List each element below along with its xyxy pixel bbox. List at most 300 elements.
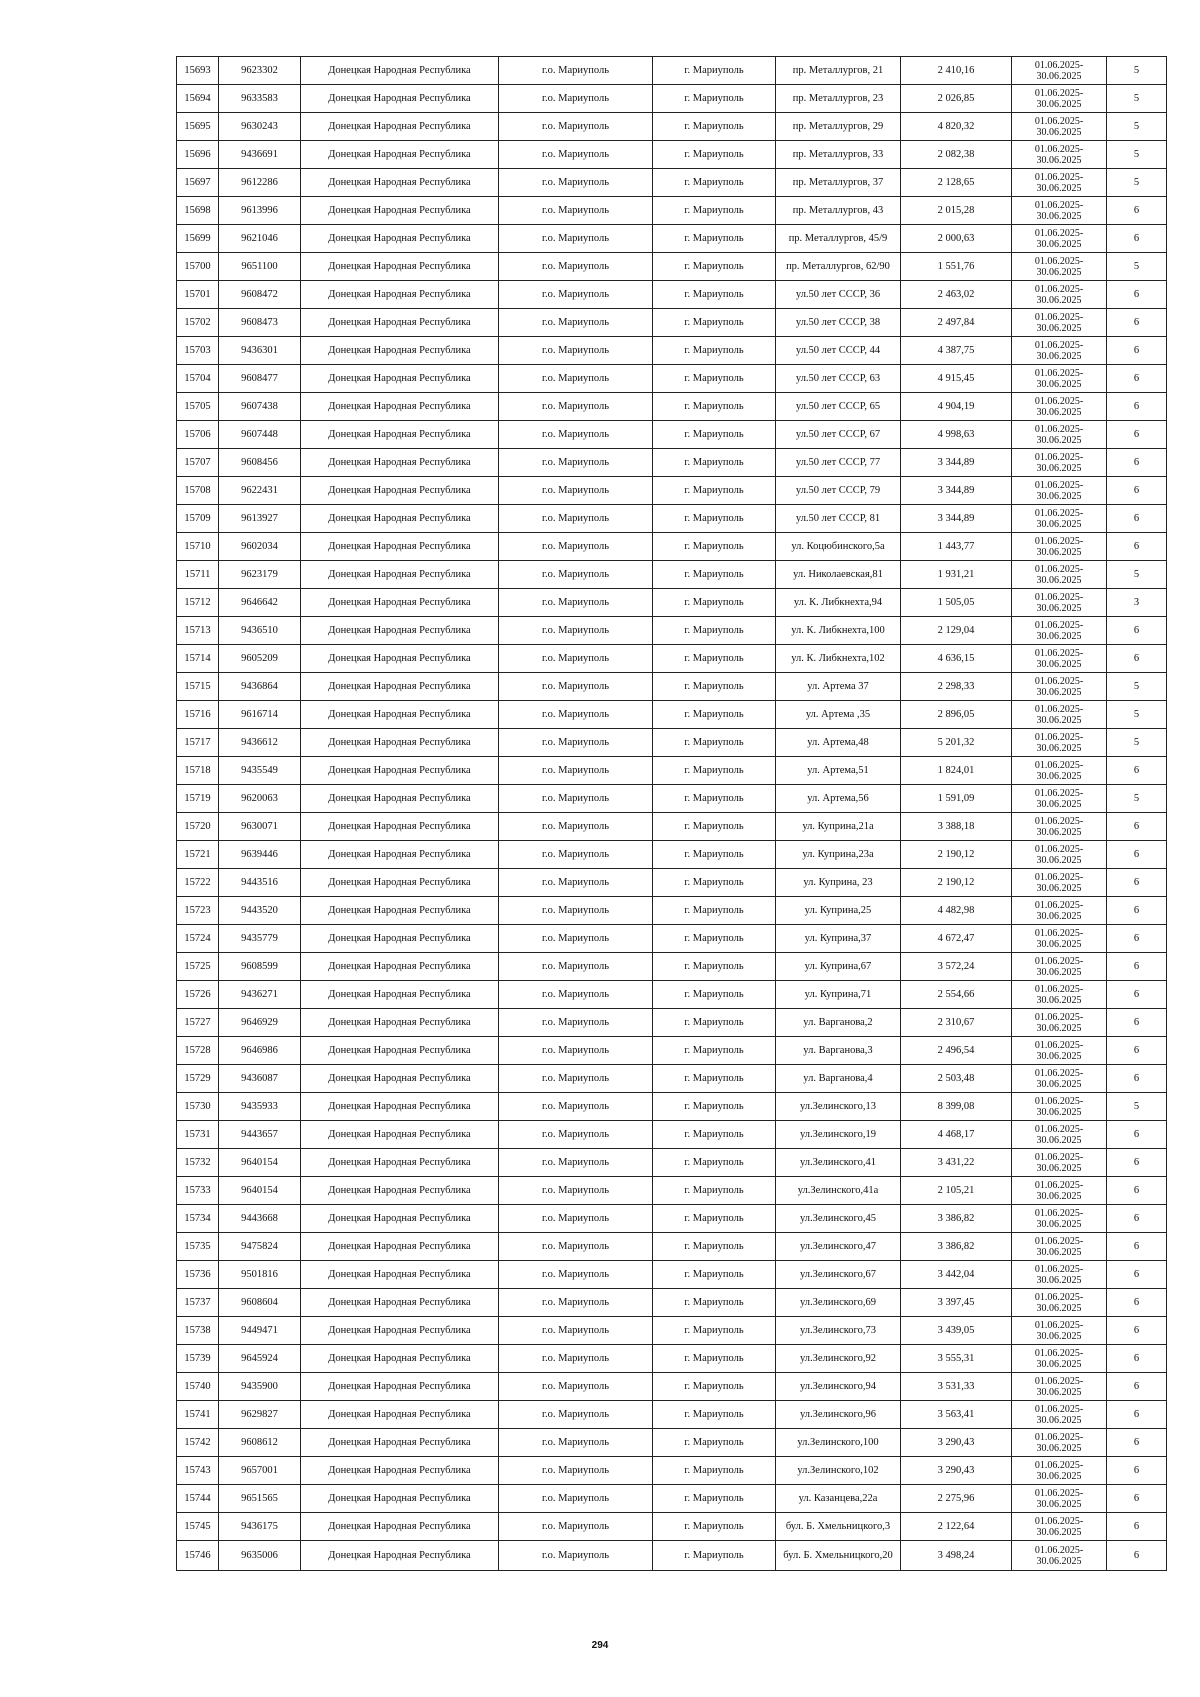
city-cell: г. Мариуполь — [653, 1149, 776, 1177]
region-cell: Донецкая Народная Республика — [301, 841, 499, 869]
area-cell: 1 443,77 — [901, 533, 1012, 561]
address-cell: ул.50 лет СССР, 77 — [776, 449, 901, 477]
period-cell: 01.06.2025-30.06.2025 — [1012, 309, 1107, 337]
address-cell: ул. К. Либкнехта,94 — [776, 589, 901, 617]
region-cell: Донецкая Народная Республика — [301, 1429, 499, 1457]
city-cell: г. Мариуполь — [653, 701, 776, 729]
value-cell: 5 — [1107, 1093, 1167, 1121]
value-cell: 5 — [1107, 785, 1167, 813]
address-cell: ул.50 лет СССР, 36 — [776, 281, 901, 309]
value-cell: 5 — [1107, 57, 1167, 85]
row-number-cell: 15723 — [177, 897, 219, 925]
address-cell: пр. Металлургов, 29 — [776, 113, 901, 141]
value-cell: 5 — [1107, 729, 1167, 757]
area-cell: 3 498,24 — [901, 1541, 1012, 1571]
district-cell: г.о. Мариуполь — [499, 897, 653, 925]
city-cell: г. Мариуполь — [653, 1345, 776, 1373]
value-cell: 6 — [1107, 1233, 1167, 1261]
city-cell: г. Мариуполь — [653, 925, 776, 953]
period-cell: 01.06.2025-30.06.2025 — [1012, 197, 1107, 225]
region-cell: Донецкая Народная Республика — [301, 1037, 499, 1065]
address-cell: ул. Коцюбинского,5а — [776, 533, 901, 561]
address-cell: ул.Зелинского,13 — [776, 1093, 901, 1121]
address-cell: пр. Металлургов, 23 — [776, 85, 901, 113]
object-code-cell: 9646986 — [219, 1037, 301, 1065]
period-cell: 01.06.2025-30.06.2025 — [1012, 785, 1107, 813]
period-cell: 01.06.2025-30.06.2025 — [1012, 841, 1107, 869]
period-cell: 01.06.2025-30.06.2025 — [1012, 337, 1107, 365]
city-cell: г. Мариуполь — [653, 1485, 776, 1513]
object-code-cell: 9640154 — [219, 1149, 301, 1177]
district-cell: г.о. Мариуполь — [499, 449, 653, 477]
object-code-cell: 9651100 — [219, 253, 301, 281]
period-cell: 01.06.2025-30.06.2025 — [1012, 141, 1107, 169]
district-cell: г.о. Мариуполь — [499, 1149, 653, 1177]
page-number: 294 — [591, 1640, 609, 1651]
period-cell: 01.06.2025-30.06.2025 — [1012, 57, 1107, 85]
object-code-cell: 9608456 — [219, 449, 301, 477]
area-cell: 2 497,84 — [901, 309, 1012, 337]
city-cell: г. Мариуполь — [653, 337, 776, 365]
table-row — [177, 1401, 1167, 1429]
region-cell: Донецкая Народная Республика — [301, 85, 499, 113]
period-cell: 01.06.2025-30.06.2025 — [1012, 1289, 1107, 1317]
city-cell: г. Мариуполь — [653, 449, 776, 477]
table-row — [177, 253, 1167, 281]
district-cell: г.о. Мариуполь — [499, 85, 653, 113]
table-row — [177, 225, 1167, 253]
object-code-cell: 9635006 — [219, 1541, 301, 1571]
city-cell: г. Мариуполь — [653, 393, 776, 421]
period-cell: 01.06.2025-30.06.2025 — [1012, 225, 1107, 253]
city-cell: г. Мариуполь — [653, 141, 776, 169]
region-cell: Донецкая Народная Республика — [301, 393, 499, 421]
object-code-cell: 9436087 — [219, 1065, 301, 1093]
district-cell: г.о. Мариуполь — [499, 813, 653, 841]
area-cell: 2 554,66 — [901, 981, 1012, 1009]
row-number-cell: 15724 — [177, 925, 219, 953]
table-row — [177, 1345, 1167, 1373]
district-cell: г.о. Мариуполь — [499, 1261, 653, 1289]
city-cell: г. Мариуполь — [653, 365, 776, 393]
area-cell: 3 563,41 — [901, 1401, 1012, 1429]
period-cell: 01.06.2025-30.06.2025 — [1012, 729, 1107, 757]
district-cell: г.о. Мариуполь — [499, 869, 653, 897]
address-cell: ул.50 лет СССР, 79 — [776, 477, 901, 505]
district-cell: г.о. Мариуполь — [499, 645, 653, 673]
value-cell: 6 — [1107, 1541, 1167, 1571]
district-cell: г.о. Мариуполь — [499, 1345, 653, 1373]
object-code-cell: 9435933 — [219, 1093, 301, 1121]
area-cell: 3 386,82 — [901, 1205, 1012, 1233]
area-cell: 4 387,75 — [901, 337, 1012, 365]
period-cell: 01.06.2025-30.06.2025 — [1012, 113, 1107, 141]
address-cell: ул. Николаевская,81 — [776, 561, 901, 589]
table-row — [177, 813, 1167, 841]
table-row — [177, 1065, 1167, 1093]
district-cell: г.о. Мариуполь — [499, 561, 653, 589]
city-cell: г. Мариуполь — [653, 281, 776, 309]
row-number-cell: 15703 — [177, 337, 219, 365]
area-cell: 2 122,64 — [901, 1513, 1012, 1541]
address-cell: ул.Зелинского,96 — [776, 1401, 901, 1429]
district-cell: г.о. Мариуполь — [499, 309, 653, 337]
address-cell: ул. Куприна,25 — [776, 897, 901, 925]
city-cell: г. Мариуполь — [653, 113, 776, 141]
address-cell: ул.50 лет СССР, 65 — [776, 393, 901, 421]
area-cell: 2 129,04 — [901, 617, 1012, 645]
area-cell: 3 388,18 — [901, 813, 1012, 841]
object-code-cell: 9613996 — [219, 197, 301, 225]
period-cell: 01.06.2025-30.06.2025 — [1012, 393, 1107, 421]
region-cell: Донецкая Народная Республика — [301, 113, 499, 141]
address-cell: ул. Варганова,4 — [776, 1065, 901, 1093]
table-row — [177, 1205, 1167, 1233]
address-cell: пр. Металлургов, 33 — [776, 141, 901, 169]
region-cell: Донецкая Народная Республика — [301, 589, 499, 617]
area-cell: 4 672,47 — [901, 925, 1012, 953]
period-cell: 01.06.2025-30.06.2025 — [1012, 1317, 1107, 1345]
area-cell: 4 636,15 — [901, 645, 1012, 673]
object-code-cell: 9623302 — [219, 57, 301, 85]
address-cell: ул.50 лет СССР, 67 — [776, 421, 901, 449]
object-code-cell: 9621046 — [219, 225, 301, 253]
area-cell: 2 190,12 — [901, 869, 1012, 897]
region-cell: Донецкая Народная Республика — [301, 57, 499, 85]
city-cell: г. Мариуполь — [653, 505, 776, 533]
region-cell: Донецкая Народная Республика — [301, 169, 499, 197]
value-cell: 6 — [1107, 197, 1167, 225]
row-number-cell: 15711 — [177, 561, 219, 589]
period-cell: 01.06.2025-30.06.2025 — [1012, 1233, 1107, 1261]
row-number-cell: 15743 — [177, 1457, 219, 1485]
address-cell: ул. К. Либкнехта,100 — [776, 617, 901, 645]
table-row — [177, 757, 1167, 785]
district-cell: г.о. Мариуполь — [499, 253, 653, 281]
address-cell: пр. Металлургов, 62/90 — [776, 253, 901, 281]
district-cell: г.о. Мариуполь — [499, 393, 653, 421]
value-cell: 6 — [1107, 449, 1167, 477]
table-row — [177, 197, 1167, 225]
area-cell: 3 442,04 — [901, 1261, 1012, 1289]
region-cell: Донецкая Народная Республика — [301, 505, 499, 533]
value-cell: 5 — [1107, 113, 1167, 141]
city-cell: г. Мариуполь — [653, 869, 776, 897]
district-cell: г.о. Мариуполь — [499, 1065, 653, 1093]
district-cell: г.о. Мариуполь — [499, 281, 653, 309]
region-cell: Донецкая Народная Республика — [301, 673, 499, 701]
table-row — [177, 1009, 1167, 1037]
table-body — [177, 57, 1167, 1571]
region-cell: Донецкая Народная Республика — [301, 1345, 499, 1373]
value-cell: 3 — [1107, 589, 1167, 617]
region-cell: Донецкая Народная Республика — [301, 1401, 499, 1429]
region-cell: Донецкая Народная Республика — [301, 533, 499, 561]
table-row — [177, 841, 1167, 869]
period-cell: 01.06.2025-30.06.2025 — [1012, 1513, 1107, 1541]
address-cell: ул. Артема 37 — [776, 673, 901, 701]
district-cell: г.о. Мариуполь — [499, 57, 653, 85]
region-cell: Донецкая Народная Республика — [301, 1205, 499, 1233]
object-code-cell: 9608472 — [219, 281, 301, 309]
period-cell: 01.06.2025-30.06.2025 — [1012, 1037, 1107, 1065]
table-row — [177, 1177, 1167, 1205]
period-cell: 01.06.2025-30.06.2025 — [1012, 1009, 1107, 1037]
value-cell: 6 — [1107, 281, 1167, 309]
row-number-cell: 15720 — [177, 813, 219, 841]
address-cell: ул. Куприна, 23 — [776, 869, 901, 897]
district-cell: г.о. Мариуполь — [499, 197, 653, 225]
row-number-cell: 15715 — [177, 673, 219, 701]
row-number-cell: 15714 — [177, 645, 219, 673]
area-cell: 1 824,01 — [901, 757, 1012, 785]
district-cell: г.о. Мариуполь — [499, 925, 653, 953]
city-cell: г. Мариуполь — [653, 757, 776, 785]
object-code-cell: 9608477 — [219, 365, 301, 393]
table-row — [177, 981, 1167, 1009]
row-number-cell: 15693 — [177, 57, 219, 85]
area-cell: 3 531,33 — [901, 1373, 1012, 1401]
row-number-cell: 15705 — [177, 393, 219, 421]
object-code-cell: 9639446 — [219, 841, 301, 869]
district-cell: г.о. Мариуполь — [499, 225, 653, 253]
object-code-cell: 9449471 — [219, 1317, 301, 1345]
region-cell: Донецкая Народная Республика — [301, 477, 499, 505]
area-cell: 3 344,89 — [901, 505, 1012, 533]
region-cell: Донецкая Народная Республика — [301, 1317, 499, 1345]
city-cell: г. Мариуполь — [653, 1093, 776, 1121]
city-cell: г. Мариуполь — [653, 981, 776, 1009]
region-cell: Донецкая Народная Республика — [301, 1009, 499, 1037]
district-cell: г.о. Мариуполь — [499, 1205, 653, 1233]
address-cell: ул.Зелинского,69 — [776, 1289, 901, 1317]
row-number-cell: 15739 — [177, 1345, 219, 1373]
district-cell: г.о. Мариуполь — [499, 337, 653, 365]
object-code-cell: 9436510 — [219, 617, 301, 645]
object-code-cell: 9646929 — [219, 1009, 301, 1037]
city-cell: г. Мариуполь — [653, 1205, 776, 1233]
area-cell: 2 190,12 — [901, 841, 1012, 869]
period-cell: 01.06.2025-30.06.2025 — [1012, 1373, 1107, 1401]
row-number-cell: 15728 — [177, 1037, 219, 1065]
address-cell: ул. К. Либкнехта,102 — [776, 645, 901, 673]
district-cell: г.о. Мариуполь — [499, 1177, 653, 1205]
object-code-cell: 9436175 — [219, 1513, 301, 1541]
city-cell: г. Мариуполь — [653, 1373, 776, 1401]
row-number-cell: 15706 — [177, 421, 219, 449]
table-row — [177, 1457, 1167, 1485]
city-cell: г. Мариуполь — [653, 421, 776, 449]
value-cell: 6 — [1107, 1289, 1167, 1317]
object-code-cell: 9443668 — [219, 1205, 301, 1233]
table-row — [177, 57, 1167, 85]
city-cell: г. Мариуполь — [653, 1429, 776, 1457]
region-cell: Донецкая Народная Республика — [301, 925, 499, 953]
area-cell: 4 998,63 — [901, 421, 1012, 449]
table-row — [177, 1233, 1167, 1261]
row-number-cell: 15721 — [177, 841, 219, 869]
area-cell: 3 290,43 — [901, 1429, 1012, 1457]
address-cell: ул. Артема ,35 — [776, 701, 901, 729]
region-cell: Донецкая Народная Республика — [301, 1065, 499, 1093]
value-cell: 6 — [1107, 1149, 1167, 1177]
district-cell: г.о. Мариуполь — [499, 1317, 653, 1345]
period-cell: 01.06.2025-30.06.2025 — [1012, 1177, 1107, 1205]
table-row — [177, 365, 1167, 393]
value-cell: 6 — [1107, 1177, 1167, 1205]
table-row — [177, 1149, 1167, 1177]
period-cell: 01.06.2025-30.06.2025 — [1012, 253, 1107, 281]
city-cell: г. Мариуполь — [653, 169, 776, 197]
region-cell: Донецкая Народная Республика — [301, 1261, 499, 1289]
row-number-cell: 15729 — [177, 1065, 219, 1093]
period-cell: 01.06.2025-30.06.2025 — [1012, 85, 1107, 113]
district-cell: г.о. Мариуполь — [499, 729, 653, 757]
object-code-cell: 9646642 — [219, 589, 301, 617]
district-cell: г.о. Мариуполь — [499, 1485, 653, 1513]
row-number-cell: 15725 — [177, 953, 219, 981]
value-cell: 6 — [1107, 393, 1167, 421]
period-cell: 01.06.2025-30.06.2025 — [1012, 533, 1107, 561]
area-cell: 2 015,28 — [901, 197, 1012, 225]
region-cell: Донецкая Народная Республика — [301, 953, 499, 981]
city-cell: г. Мариуполь — [653, 1233, 776, 1261]
period-cell: 01.06.2025-30.06.2025 — [1012, 1065, 1107, 1093]
value-cell: 6 — [1107, 1009, 1167, 1037]
region-cell: Донецкая Народная Республика — [301, 645, 499, 673]
city-cell: г. Мариуполь — [653, 1009, 776, 1037]
object-code-cell: 9633583 — [219, 85, 301, 113]
object-code-cell: 9629827 — [219, 1401, 301, 1429]
value-cell: 6 — [1107, 1401, 1167, 1429]
region-cell: Донецкая Народная Республика — [301, 561, 499, 589]
region-cell: Донецкая Народная Республика — [301, 785, 499, 813]
district-cell: г.о. Мариуполь — [499, 1541, 653, 1571]
area-cell: 3 397,45 — [901, 1289, 1012, 1317]
region-cell: Донецкая Народная Республика — [301, 449, 499, 477]
city-cell: г. Мариуполь — [653, 589, 776, 617]
object-code-cell: 9613927 — [219, 505, 301, 533]
object-code-cell: 9608473 — [219, 309, 301, 337]
district-cell: г.о. Мариуполь — [499, 1373, 653, 1401]
value-cell: 6 — [1107, 1317, 1167, 1345]
row-number-cell: 15746 — [177, 1541, 219, 1571]
row-number-cell: 15718 — [177, 757, 219, 785]
row-number-cell: 15716 — [177, 701, 219, 729]
object-code-cell: 9443657 — [219, 1121, 301, 1149]
address-cell: ул.Зелинского,67 — [776, 1261, 901, 1289]
address-cell: ул. Куприна,71 — [776, 981, 901, 1009]
city-cell: г. Мариуполь — [653, 1541, 776, 1571]
object-code-cell: 9443520 — [219, 897, 301, 925]
period-cell: 01.06.2025-30.06.2025 — [1012, 1345, 1107, 1373]
region-cell: Донецкая Народная Республика — [301, 1093, 499, 1121]
row-number-cell: 15708 — [177, 477, 219, 505]
row-number-cell: 15734 — [177, 1205, 219, 1233]
object-code-cell: 9608599 — [219, 953, 301, 981]
object-code-cell: 9623179 — [219, 561, 301, 589]
row-number-cell: 15694 — [177, 85, 219, 113]
district-cell: г.о. Мариуполь — [499, 1121, 653, 1149]
value-cell: 6 — [1107, 1373, 1167, 1401]
value-cell: 6 — [1107, 225, 1167, 253]
address-cell: ул.Зелинского,73 — [776, 1317, 901, 1345]
district-cell: г.о. Мариуполь — [499, 673, 653, 701]
table-row — [177, 953, 1167, 981]
table-row — [177, 309, 1167, 337]
period-cell: 01.06.2025-30.06.2025 — [1012, 1429, 1107, 1457]
value-cell: 6 — [1107, 1513, 1167, 1541]
region-cell: Донецкая Народная Республика — [301, 869, 499, 897]
row-number-cell: 15704 — [177, 365, 219, 393]
row-number-cell: 15702 — [177, 309, 219, 337]
region-cell: Донецкая Народная Республика — [301, 729, 499, 757]
period-cell: 01.06.2025-30.06.2025 — [1012, 1261, 1107, 1289]
table-row — [177, 1093, 1167, 1121]
period-cell: 01.06.2025-30.06.2025 — [1012, 365, 1107, 393]
district-cell: г.о. Мариуполь — [499, 1457, 653, 1485]
row-number-cell: 15741 — [177, 1401, 219, 1429]
city-cell: г. Мариуполь — [653, 897, 776, 925]
period-cell: 01.06.2025-30.06.2025 — [1012, 953, 1107, 981]
period-cell: 01.06.2025-30.06.2025 — [1012, 869, 1107, 897]
period-cell: 01.06.2025-30.06.2025 — [1012, 449, 1107, 477]
object-code-cell: 9608612 — [219, 1429, 301, 1457]
table-row — [177, 421, 1167, 449]
row-number-cell: 15707 — [177, 449, 219, 477]
address-cell: ул.50 лет СССР, 38 — [776, 309, 901, 337]
period-cell: 01.06.2025-30.06.2025 — [1012, 673, 1107, 701]
address-cell: ул. Артема,51 — [776, 757, 901, 785]
object-code-cell: 9612286 — [219, 169, 301, 197]
area-cell: 3 572,24 — [901, 953, 1012, 981]
object-code-cell: 9443516 — [219, 869, 301, 897]
value-cell: 5 — [1107, 169, 1167, 197]
value-cell: 6 — [1107, 617, 1167, 645]
table-row — [177, 897, 1167, 925]
row-number-cell: 15726 — [177, 981, 219, 1009]
row-number-cell: 15709 — [177, 505, 219, 533]
value-cell: 6 — [1107, 365, 1167, 393]
object-code-cell: 9436301 — [219, 337, 301, 365]
address-cell: пр. Металлургов, 21 — [776, 57, 901, 85]
object-code-cell: 9435549 — [219, 757, 301, 785]
table-row — [177, 869, 1167, 897]
city-cell: г. Мариуполь — [653, 309, 776, 337]
area-cell: 3 555,31 — [901, 1345, 1012, 1373]
district-cell: г.о. Мариуполь — [499, 1513, 653, 1541]
region-cell: Донецкая Народная Республика — [301, 757, 499, 785]
table-row — [177, 85, 1167, 113]
district-cell: г.о. Мариуполь — [499, 533, 653, 561]
table-row — [177, 449, 1167, 477]
district-cell: г.о. Мариуполь — [499, 1093, 653, 1121]
object-code-cell: 9602034 — [219, 533, 301, 561]
row-number-cell: 15695 — [177, 113, 219, 141]
city-cell: г. Мариуполь — [653, 1457, 776, 1485]
address-cell: ул.50 лет СССР, 81 — [776, 505, 901, 533]
value-cell: 6 — [1107, 505, 1167, 533]
region-cell: Донецкая Народная Республика — [301, 1485, 499, 1513]
row-number-cell: 15745 — [177, 1513, 219, 1541]
object-code-cell: 9657001 — [219, 1457, 301, 1485]
period-cell: 01.06.2025-30.06.2025 — [1012, 645, 1107, 673]
address-cell: бул. Б. Хмельницкого,3 — [776, 1513, 901, 1541]
area-cell: 1 551,76 — [901, 253, 1012, 281]
city-cell: г. Мариуполь — [653, 953, 776, 981]
region-cell: Донецкая Народная Республика — [301, 1373, 499, 1401]
period-cell: 01.06.2025-30.06.2025 — [1012, 1485, 1107, 1513]
